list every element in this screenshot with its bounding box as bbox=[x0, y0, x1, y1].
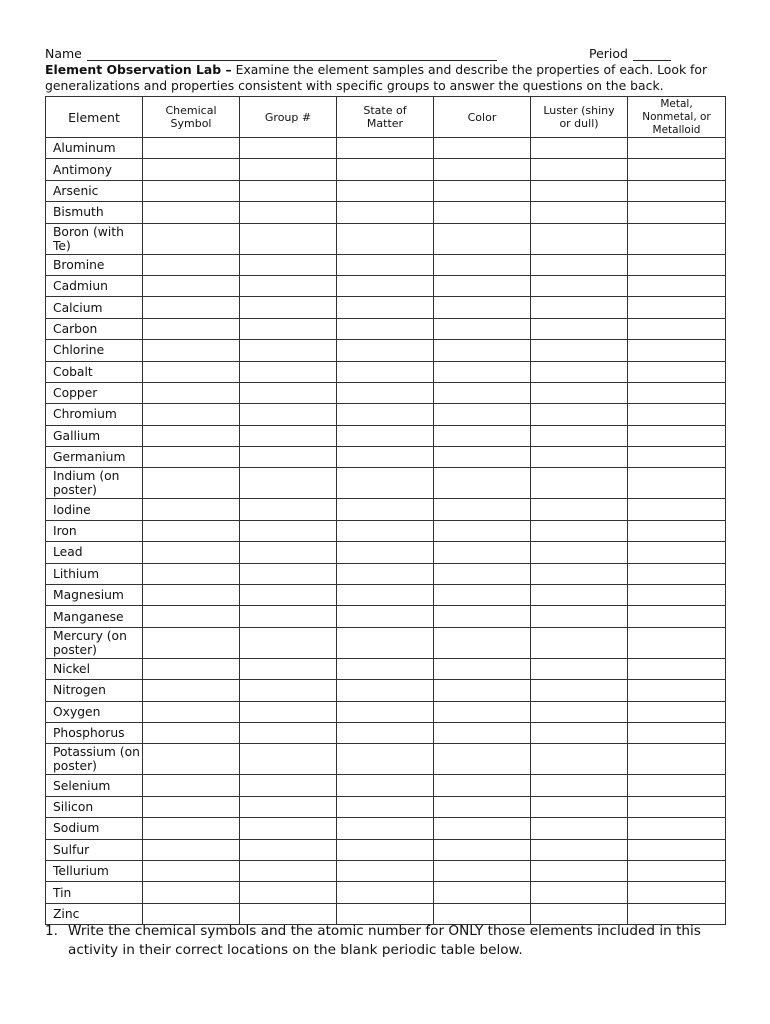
state-answer-cell[interactable] bbox=[337, 468, 434, 499]
lab-instructions bbox=[45, 62, 735, 94]
color-answer-cell[interactable] bbox=[434, 202, 531, 223]
luster-answer-cell[interactable] bbox=[531, 382, 628, 403]
symbol-answer-cell[interactable] bbox=[143, 542, 240, 563]
state-answer-cell[interactable] bbox=[337, 658, 434, 679]
symbol-answer-cell[interactable] bbox=[143, 860, 240, 881]
element-name-cell: Iodine bbox=[46, 499, 143, 520]
symbol-answer-cell[interactable] bbox=[143, 159, 240, 180]
element-name-cell: Germanium bbox=[46, 447, 143, 468]
table-row bbox=[46, 254, 726, 275]
element-name-cell: Bismuth bbox=[46, 202, 143, 223]
state-answer-cell[interactable] bbox=[337, 722, 434, 743]
table-row bbox=[46, 425, 726, 446]
table-row bbox=[46, 542, 726, 563]
group-answer-cell[interactable] bbox=[240, 520, 337, 541]
group-answer-cell[interactable] bbox=[240, 404, 337, 425]
luster-answer-cell[interactable] bbox=[531, 818, 628, 839]
group-answer-cell[interactable] bbox=[240, 275, 337, 296]
metal-answer-cell[interactable] bbox=[628, 775, 726, 796]
table-row bbox=[46, 563, 726, 584]
metal-answer-cell[interactable] bbox=[628, 223, 726, 254]
column-header-state: State of Matter bbox=[337, 97, 434, 138]
metal-answer-cell[interactable] bbox=[628, 499, 726, 520]
metal-answer-cell[interactable] bbox=[628, 563, 726, 584]
table-body bbox=[46, 138, 726, 925]
group-answer-cell[interactable] bbox=[240, 744, 337, 775]
group-answer-cell[interactable] bbox=[240, 680, 337, 701]
group-answer-cell[interactable] bbox=[240, 499, 337, 520]
metal-answer-cell[interactable] bbox=[628, 275, 726, 296]
luster-answer-cell[interactable] bbox=[531, 658, 628, 679]
column-header-group: Group # bbox=[240, 97, 337, 138]
luster-answer-cell[interactable] bbox=[531, 796, 628, 817]
color-answer-cell[interactable] bbox=[434, 223, 531, 254]
color-answer-cell[interactable] bbox=[434, 468, 531, 499]
element-name-cell: Cadmiun bbox=[46, 275, 143, 296]
metal-answer-cell[interactable] bbox=[628, 542, 726, 563]
luster-answer-cell[interactable] bbox=[531, 860, 628, 881]
state-answer-cell[interactable] bbox=[337, 202, 434, 223]
element-name-cell: Silicon bbox=[46, 796, 143, 817]
table-row bbox=[46, 722, 726, 743]
question-number: 1. bbox=[45, 923, 58, 939]
color-answer-cell[interactable] bbox=[434, 180, 531, 201]
metal-answer-cell[interactable] bbox=[628, 585, 726, 606]
luster-answer-cell[interactable] bbox=[531, 744, 628, 775]
state-answer-cell[interactable] bbox=[337, 138, 434, 159]
group-answer-cell[interactable] bbox=[240, 606, 337, 627]
color-answer-cell[interactable] bbox=[434, 159, 531, 180]
luster-answer-cell[interactable] bbox=[531, 680, 628, 701]
state-answer-cell[interactable] bbox=[337, 744, 434, 775]
luster-answer-cell[interactable] bbox=[531, 223, 628, 254]
state-answer-cell[interactable] bbox=[337, 860, 434, 881]
name-label: Name bbox=[45, 46, 82, 61]
symbol-answer-cell[interactable] bbox=[143, 818, 240, 839]
group-answer-cell[interactable] bbox=[240, 468, 337, 499]
state-answer-cell[interactable] bbox=[337, 180, 434, 201]
symbol-answer-cell[interactable] bbox=[143, 447, 240, 468]
group-answer-cell[interactable] bbox=[240, 318, 337, 339]
luster-answer-cell[interactable] bbox=[531, 775, 628, 796]
group-answer-cell[interactable] bbox=[240, 839, 337, 860]
state-answer-cell[interactable] bbox=[337, 839, 434, 860]
symbol-answer-cell[interactable] bbox=[143, 254, 240, 275]
state-answer-cell[interactable] bbox=[337, 606, 434, 627]
metal-answer-cell[interactable] bbox=[628, 796, 726, 817]
period-label: Period bbox=[589, 46, 628, 61]
element-name-cell: Cobalt bbox=[46, 361, 143, 382]
table-header-row bbox=[46, 97, 726, 138]
color-answer-cell[interactable] bbox=[434, 447, 531, 468]
state-answer-cell[interactable] bbox=[337, 297, 434, 318]
state-answer-cell[interactable] bbox=[337, 361, 434, 382]
element-name-cell: Chlorine bbox=[46, 340, 143, 361]
color-answer-cell[interactable] bbox=[434, 606, 531, 627]
table-row bbox=[46, 606, 726, 627]
metal-answer-cell[interactable] bbox=[628, 447, 726, 468]
state-answer-cell[interactable] bbox=[337, 447, 434, 468]
element-name-cell: Sodium bbox=[46, 818, 143, 839]
table-row bbox=[46, 658, 726, 679]
luster-answer-cell[interactable] bbox=[531, 468, 628, 499]
color-answer-cell[interactable] bbox=[434, 275, 531, 296]
metal-answer-cell[interactable] bbox=[628, 701, 726, 722]
symbol-answer-cell[interactable] bbox=[143, 202, 240, 223]
group-answer-cell[interactable] bbox=[240, 585, 337, 606]
element-name-cell: Phosphorus bbox=[46, 722, 143, 743]
metal-answer-cell[interactable] bbox=[628, 159, 726, 180]
symbol-answer-cell[interactable] bbox=[143, 138, 240, 159]
table-row bbox=[46, 361, 726, 382]
element-name-cell: Copper bbox=[46, 382, 143, 403]
symbol-answer-cell[interactable] bbox=[143, 499, 240, 520]
state-answer-cell[interactable] bbox=[337, 585, 434, 606]
element-name-cell: Boron (with Te) bbox=[46, 223, 143, 254]
element-name-cell: Lead bbox=[46, 542, 143, 563]
luster-answer-cell[interactable] bbox=[531, 318, 628, 339]
metal-answer-cell[interactable] bbox=[628, 361, 726, 382]
luster-answer-cell[interactable] bbox=[531, 138, 628, 159]
metal-answer-cell[interactable] bbox=[628, 180, 726, 201]
element-name-cell: Aluminum bbox=[46, 138, 143, 159]
element-name-cell: Manganese bbox=[46, 606, 143, 627]
element-name-cell: Arsenic bbox=[46, 180, 143, 201]
element-name-cell: Zinc bbox=[46, 903, 143, 924]
state-answer-cell[interactable] bbox=[337, 425, 434, 446]
state-answer-cell[interactable] bbox=[337, 318, 434, 339]
luster-answer-cell[interactable] bbox=[531, 499, 628, 520]
color-answer-cell[interactable] bbox=[434, 318, 531, 339]
symbol-answer-cell[interactable] bbox=[143, 520, 240, 541]
element-name-cell: Nitrogen bbox=[46, 680, 143, 701]
metal-answer-cell[interactable] bbox=[628, 382, 726, 403]
luster-answer-cell[interactable] bbox=[531, 404, 628, 425]
symbol-answer-cell[interactable] bbox=[143, 775, 240, 796]
group-answer-cell[interactable] bbox=[240, 627, 337, 658]
color-answer-cell[interactable] bbox=[434, 361, 531, 382]
color-answer-cell[interactable] bbox=[434, 775, 531, 796]
table-row bbox=[46, 340, 726, 361]
metal-answer-cell[interactable] bbox=[628, 860, 726, 881]
metal-answer-cell[interactable] bbox=[628, 254, 726, 275]
table-row bbox=[46, 297, 726, 318]
table-row bbox=[46, 138, 726, 159]
column-header-symbol: Chemical Symbol bbox=[143, 97, 240, 138]
metal-answer-cell[interactable] bbox=[628, 520, 726, 541]
luster-answer-cell[interactable] bbox=[531, 202, 628, 223]
symbol-answer-cell[interactable] bbox=[143, 680, 240, 701]
group-answer-cell[interactable] bbox=[240, 882, 337, 903]
metal-answer-cell[interactable] bbox=[628, 722, 726, 743]
table-row bbox=[46, 202, 726, 223]
group-answer-cell[interactable] bbox=[240, 796, 337, 817]
color-answer-cell[interactable] bbox=[434, 499, 531, 520]
luster-answer-cell[interactable] bbox=[531, 159, 628, 180]
symbol-answer-cell[interactable] bbox=[143, 361, 240, 382]
column-header-color: Color bbox=[434, 97, 531, 138]
state-answer-cell[interactable] bbox=[337, 159, 434, 180]
metal-answer-cell[interactable] bbox=[628, 839, 726, 860]
question-text: Write the chemical symbols and the atomic number for ONLY those elements included in this activity in their correct locations on the blank periodic table below. bbox=[68, 923, 701, 958]
table-row bbox=[46, 520, 726, 541]
metal-answer-cell[interactable] bbox=[628, 318, 726, 339]
color-answer-cell[interactable] bbox=[434, 382, 531, 403]
column-header-metal-type: Metal, Nonmetal, or Metalloid bbox=[628, 97, 726, 138]
luster-answer-cell[interactable] bbox=[531, 297, 628, 318]
symbol-answer-cell[interactable] bbox=[143, 318, 240, 339]
symbol-answer-cell[interactable] bbox=[143, 796, 240, 817]
symbol-answer-cell[interactable] bbox=[143, 425, 240, 446]
group-answer-cell[interactable] bbox=[240, 340, 337, 361]
group-answer-cell[interactable] bbox=[240, 775, 337, 796]
state-answer-cell[interactable] bbox=[337, 796, 434, 817]
metal-answer-cell[interactable] bbox=[628, 425, 726, 446]
group-answer-cell[interactable] bbox=[240, 860, 337, 881]
color-answer-cell[interactable] bbox=[434, 818, 531, 839]
group-answer-cell[interactable] bbox=[240, 447, 337, 468]
state-answer-cell[interactable] bbox=[337, 382, 434, 403]
color-answer-cell[interactable] bbox=[434, 520, 531, 541]
symbol-answer-cell[interactable] bbox=[143, 882, 240, 903]
table-row bbox=[46, 775, 726, 796]
group-answer-cell[interactable] bbox=[240, 658, 337, 679]
luster-answer-cell[interactable] bbox=[531, 425, 628, 446]
symbol-answer-cell[interactable] bbox=[143, 839, 240, 860]
element-name-cell: Chromium bbox=[46, 404, 143, 425]
group-answer-cell[interactable] bbox=[240, 223, 337, 254]
state-answer-cell[interactable] bbox=[337, 499, 434, 520]
group-answer-cell[interactable] bbox=[240, 138, 337, 159]
element-name-cell: Gallium bbox=[46, 425, 143, 446]
symbol-answer-cell[interactable] bbox=[143, 340, 240, 361]
luster-answer-cell[interactable] bbox=[531, 722, 628, 743]
group-answer-cell[interactable] bbox=[240, 722, 337, 743]
group-answer-cell[interactable] bbox=[240, 818, 337, 839]
symbol-answer-cell[interactable] bbox=[143, 606, 240, 627]
group-answer-cell[interactable] bbox=[240, 254, 337, 275]
luster-answer-cell[interactable] bbox=[531, 254, 628, 275]
table-row bbox=[46, 499, 726, 520]
state-answer-cell[interactable] bbox=[337, 223, 434, 254]
symbol-answer-cell[interactable] bbox=[143, 275, 240, 296]
color-answer-cell[interactable] bbox=[434, 404, 531, 425]
element-name-cell: Selenium bbox=[46, 775, 143, 796]
luster-answer-cell[interactable] bbox=[531, 542, 628, 563]
period-blank-line bbox=[633, 60, 671, 61]
table-row bbox=[46, 180, 726, 201]
symbol-answer-cell[interactable] bbox=[143, 701, 240, 722]
luster-answer-cell[interactable] bbox=[531, 180, 628, 201]
luster-answer-cell[interactable] bbox=[531, 606, 628, 627]
group-answer-cell[interactable] bbox=[240, 425, 337, 446]
element-name-cell: Nickel bbox=[46, 658, 143, 679]
color-answer-cell[interactable] bbox=[434, 340, 531, 361]
element-name-cell: Mercury (on poster) bbox=[46, 627, 143, 658]
luster-answer-cell[interactable] bbox=[531, 520, 628, 541]
state-answer-cell[interactable] bbox=[337, 563, 434, 584]
color-answer-cell[interactable] bbox=[434, 701, 531, 722]
table-row bbox=[46, 680, 726, 701]
element-name-cell: Calcium bbox=[46, 297, 143, 318]
state-answer-cell[interactable] bbox=[337, 775, 434, 796]
state-answer-cell[interactable] bbox=[337, 340, 434, 361]
color-answer-cell[interactable] bbox=[434, 796, 531, 817]
group-answer-cell[interactable] bbox=[240, 361, 337, 382]
state-answer-cell[interactable] bbox=[337, 542, 434, 563]
table-row bbox=[46, 447, 726, 468]
table-row bbox=[46, 627, 726, 658]
group-answer-cell[interactable] bbox=[240, 382, 337, 403]
element-name-cell: Tellurium bbox=[46, 860, 143, 881]
color-answer-cell[interactable] bbox=[434, 722, 531, 743]
symbol-answer-cell[interactable] bbox=[143, 404, 240, 425]
element-name-cell: Potassium (on poster) bbox=[46, 744, 143, 775]
color-answer-cell[interactable] bbox=[434, 297, 531, 318]
state-answer-cell[interactable] bbox=[337, 254, 434, 275]
luster-answer-cell[interactable] bbox=[531, 701, 628, 722]
color-answer-cell[interactable] bbox=[434, 627, 531, 658]
luster-answer-cell[interactable] bbox=[531, 585, 628, 606]
metal-answer-cell[interactable] bbox=[628, 138, 726, 159]
luster-answer-cell[interactable] bbox=[531, 563, 628, 584]
metal-answer-cell[interactable] bbox=[628, 882, 726, 903]
group-answer-cell[interactable] bbox=[240, 180, 337, 201]
symbol-answer-cell[interactable] bbox=[143, 297, 240, 318]
metal-answer-cell[interactable] bbox=[628, 818, 726, 839]
color-answer-cell[interactable] bbox=[434, 680, 531, 701]
state-answer-cell[interactable] bbox=[337, 520, 434, 541]
table-row bbox=[46, 404, 726, 425]
table-row bbox=[46, 585, 726, 606]
metal-answer-cell[interactable] bbox=[628, 468, 726, 499]
state-answer-cell[interactable] bbox=[337, 404, 434, 425]
group-answer-cell[interactable] bbox=[240, 542, 337, 563]
symbol-answer-cell[interactable] bbox=[143, 223, 240, 254]
color-answer-cell[interactable] bbox=[434, 839, 531, 860]
state-answer-cell[interactable] bbox=[337, 701, 434, 722]
table-row bbox=[46, 796, 726, 817]
group-answer-cell[interactable] bbox=[240, 159, 337, 180]
color-answer-cell[interactable] bbox=[434, 425, 531, 446]
luster-answer-cell[interactable] bbox=[531, 275, 628, 296]
table-row bbox=[46, 468, 726, 499]
metal-answer-cell[interactable] bbox=[628, 627, 726, 658]
metal-answer-cell[interactable] bbox=[628, 658, 726, 679]
element-name-cell: Sulfur bbox=[46, 839, 143, 860]
group-answer-cell[interactable] bbox=[240, 701, 337, 722]
state-answer-cell[interactable] bbox=[337, 818, 434, 839]
name-blank-line bbox=[87, 60, 497, 61]
color-answer-cell[interactable] bbox=[434, 585, 531, 606]
table-row bbox=[46, 318, 726, 339]
table-row bbox=[46, 882, 726, 903]
state-answer-cell[interactable] bbox=[337, 680, 434, 701]
symbol-answer-cell[interactable] bbox=[143, 180, 240, 201]
table-row bbox=[46, 818, 726, 839]
metal-answer-cell[interactable] bbox=[628, 744, 726, 775]
element-name-cell: Lithium bbox=[46, 563, 143, 584]
symbol-answer-cell[interactable] bbox=[143, 658, 240, 679]
table-row bbox=[46, 744, 726, 775]
column-header-luster: Luster (shiny or dull) bbox=[531, 97, 628, 138]
table-row bbox=[46, 159, 726, 180]
luster-answer-cell[interactable] bbox=[531, 447, 628, 468]
symbol-answer-cell[interactable] bbox=[143, 744, 240, 775]
table-row bbox=[46, 223, 726, 254]
group-answer-cell[interactable] bbox=[240, 297, 337, 318]
element-name-cell: Oxygen bbox=[46, 701, 143, 722]
column-header-element: Element bbox=[46, 97, 143, 138]
state-answer-cell[interactable] bbox=[337, 627, 434, 658]
element-name-cell: Antimony bbox=[46, 159, 143, 180]
state-answer-cell[interactable] bbox=[337, 275, 434, 296]
table-row bbox=[46, 382, 726, 403]
metal-answer-cell[interactable] bbox=[628, 404, 726, 425]
luster-answer-cell[interactable] bbox=[531, 361, 628, 382]
symbol-answer-cell[interactable] bbox=[143, 468, 240, 499]
symbol-answer-cell[interactable] bbox=[143, 627, 240, 658]
element-name-cell: Bromine bbox=[46, 254, 143, 275]
observation-table bbox=[45, 96, 726, 925]
element-name-cell: Iron bbox=[46, 520, 143, 541]
color-answer-cell[interactable] bbox=[434, 860, 531, 881]
metal-answer-cell[interactable] bbox=[628, 297, 726, 318]
lab-instructions-text: Examine the element samples and describe the properties of each. Look for generalizations and properties consistent with specific groups to answer the questions on the back. bbox=[45, 62, 708, 93]
group-answer-cell[interactable] bbox=[240, 202, 337, 223]
color-answer-cell[interactable] bbox=[434, 138, 531, 159]
element-name-cell: Carbon bbox=[46, 318, 143, 339]
symbol-answer-cell[interactable] bbox=[143, 722, 240, 743]
symbol-answer-cell[interactable] bbox=[143, 382, 240, 403]
luster-answer-cell[interactable] bbox=[531, 627, 628, 658]
color-answer-cell[interactable] bbox=[434, 254, 531, 275]
symbol-answer-cell[interactable] bbox=[143, 563, 240, 584]
element-name-cell: Magnesium bbox=[46, 585, 143, 606]
luster-answer-cell[interactable] bbox=[531, 839, 628, 860]
element-name-cell: Indium (on poster) bbox=[46, 468, 143, 499]
color-answer-cell[interactable] bbox=[434, 744, 531, 775]
element-name-cell: Tin bbox=[46, 882, 143, 903]
table-row bbox=[46, 701, 726, 722]
color-answer-cell[interactable] bbox=[434, 882, 531, 903]
table-row bbox=[46, 839, 726, 860]
color-answer-cell[interactable] bbox=[434, 542, 531, 563]
luster-answer-cell[interactable] bbox=[531, 340, 628, 361]
metal-answer-cell[interactable] bbox=[628, 606, 726, 627]
table-row bbox=[46, 275, 726, 296]
lab-title: Element Observation Lab – bbox=[45, 62, 232, 77]
luster-answer-cell[interactable] bbox=[531, 882, 628, 903]
color-answer-cell[interactable] bbox=[434, 563, 531, 584]
symbol-answer-cell[interactable] bbox=[143, 585, 240, 606]
metal-answer-cell[interactable] bbox=[628, 680, 726, 701]
color-answer-cell[interactable] bbox=[434, 658, 531, 679]
state-answer-cell[interactable] bbox=[337, 882, 434, 903]
metal-answer-cell[interactable] bbox=[628, 340, 726, 361]
metal-answer-cell[interactable] bbox=[628, 202, 726, 223]
table-row bbox=[46, 860, 726, 881]
group-answer-cell[interactable] bbox=[240, 563, 337, 584]
